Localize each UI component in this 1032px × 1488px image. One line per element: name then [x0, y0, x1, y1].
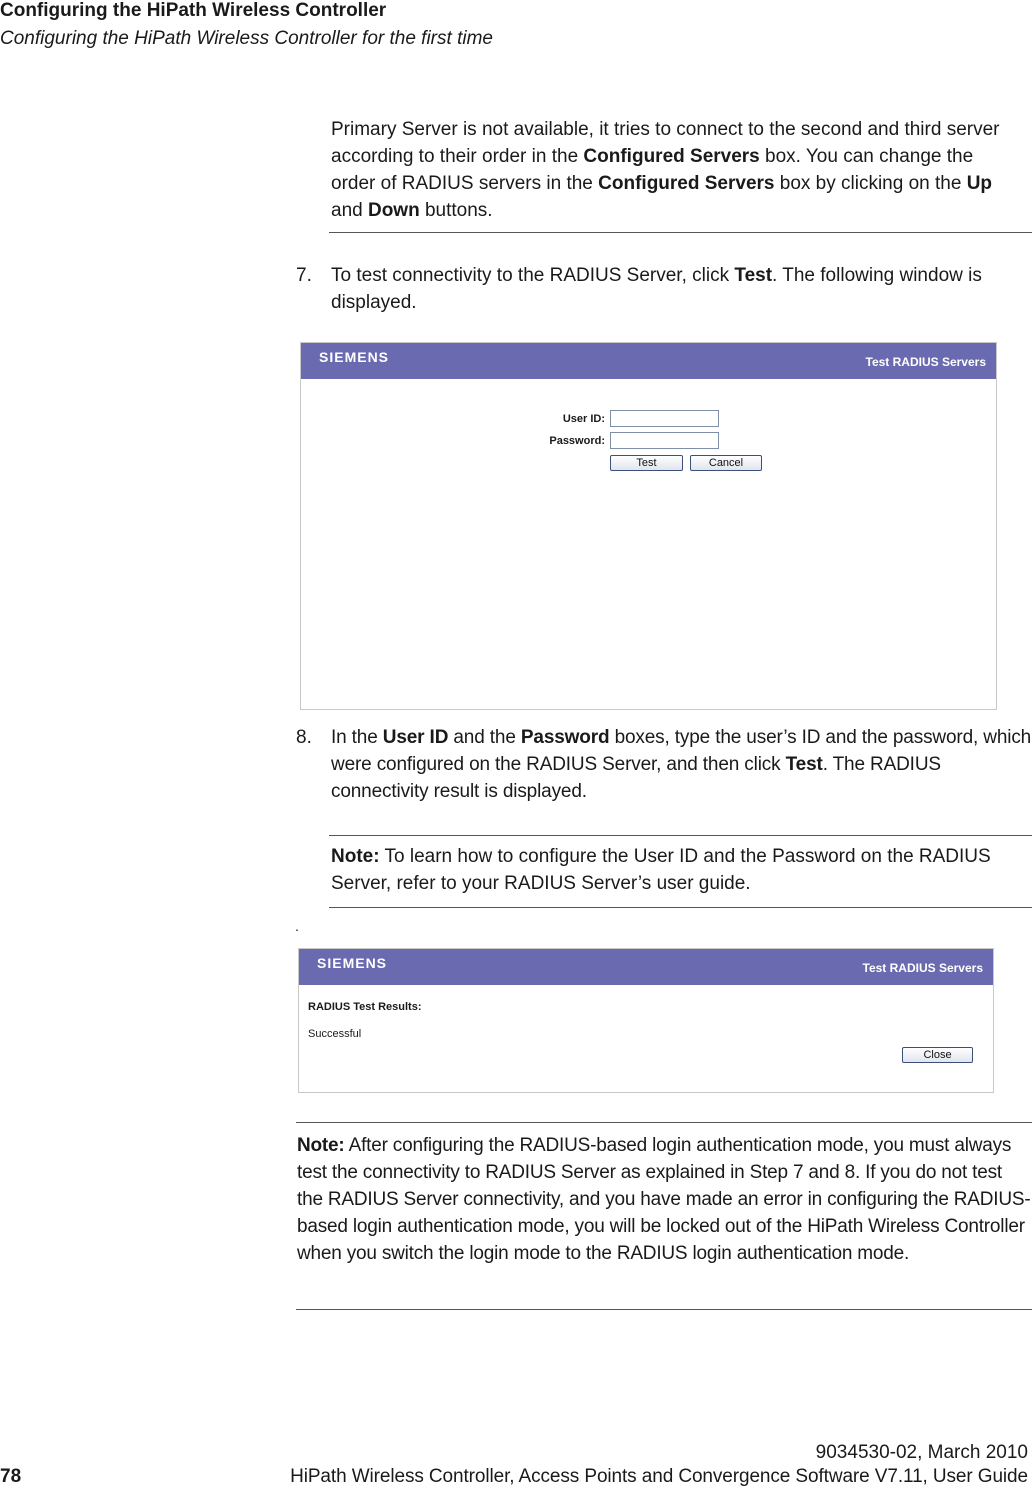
user-id-label: User ID: [562, 413, 605, 425]
document-id: 9034530-02, March 2010 [815, 1442, 1028, 1463]
siemens-logo: SIEMENS [319, 349, 390, 365]
cancel-button[interactable]: Cancel [690, 455, 762, 471]
window-title: Test RADIUS Servers [865, 355, 986, 369]
divider [296, 1122, 1032, 1123]
step-number: 8. [296, 727, 312, 748]
result-value: Successful [308, 1028, 362, 1040]
close-button[interactable]: Close [902, 1047, 973, 1063]
chapter-title: Configuring the HiPath Wireless Controller [0, 0, 387, 21]
window-title: Test RADIUS Servers [862, 961, 983, 975]
user-id-input[interactable] [610, 410, 719, 427]
password-input[interactable] [610, 432, 719, 449]
note-2: Note: After configuring the RADIUS-based login authentication mode, you must always test the connectivity to RADIUS Server as explained in Step 7 and 8. If you do not test the RADIUS Server connectivity, and you have made an error in configuring the RADIUS-based login authentication mode, you will be locked out of the HiPath Wireless Controller when you switch the login mode to the RADIUS login authentication mode. [297, 1135, 1031, 1264]
test-button[interactable]: Test [610, 455, 683, 471]
password-label: Password: [549, 435, 605, 447]
divider [329, 907, 1032, 908]
section-subtitle: Configuring the HiPath Wireless Controller for the first time [0, 28, 493, 49]
step-8-text: In the User ID and the Password boxes, type the user’s ID and the password, which were configured on the RADIUS Server, and then click Test. The RADIUS connectivity result is displayed. [331, 727, 1032, 802]
page-number: 78 [0, 1466, 22, 1487]
step-7-text: To test connectivity to the RADIUS Server, click Test. The following window is displayed. [331, 265, 982, 313]
divider [329, 835, 1032, 836]
window-title-bar [299, 949, 993, 985]
divider [329, 232, 1032, 233]
test-radius-results-window [298, 948, 994, 1093]
results-heading: RADIUS Test Results: [308, 1001, 422, 1013]
window-title-bar [301, 343, 996, 379]
divider [296, 1309, 1032, 1310]
stray-dot: . [295, 918, 299, 934]
test-radius-window [300, 342, 997, 710]
intro-paragraph: Primary Server is not available, it tries to connect to the second and third server according to their order in the Configured Servers box. You can change the order of RADIUS servers in the Configured Servers box by clicking on the Up and Down buttons. [331, 119, 1000, 221]
guide-title: HiPath Wireless Controller, Access Points and Convergence Software V7.11, User Guide [290, 1466, 1028, 1487]
step-number: 7. [296, 265, 312, 286]
note-1: Note: To learn how to configure the User ID and the Password on the RADIUS Server, refer to your RADIUS Server’s user guide. [331, 846, 991, 894]
siemens-logo: SIEMENS [317, 955, 388, 971]
